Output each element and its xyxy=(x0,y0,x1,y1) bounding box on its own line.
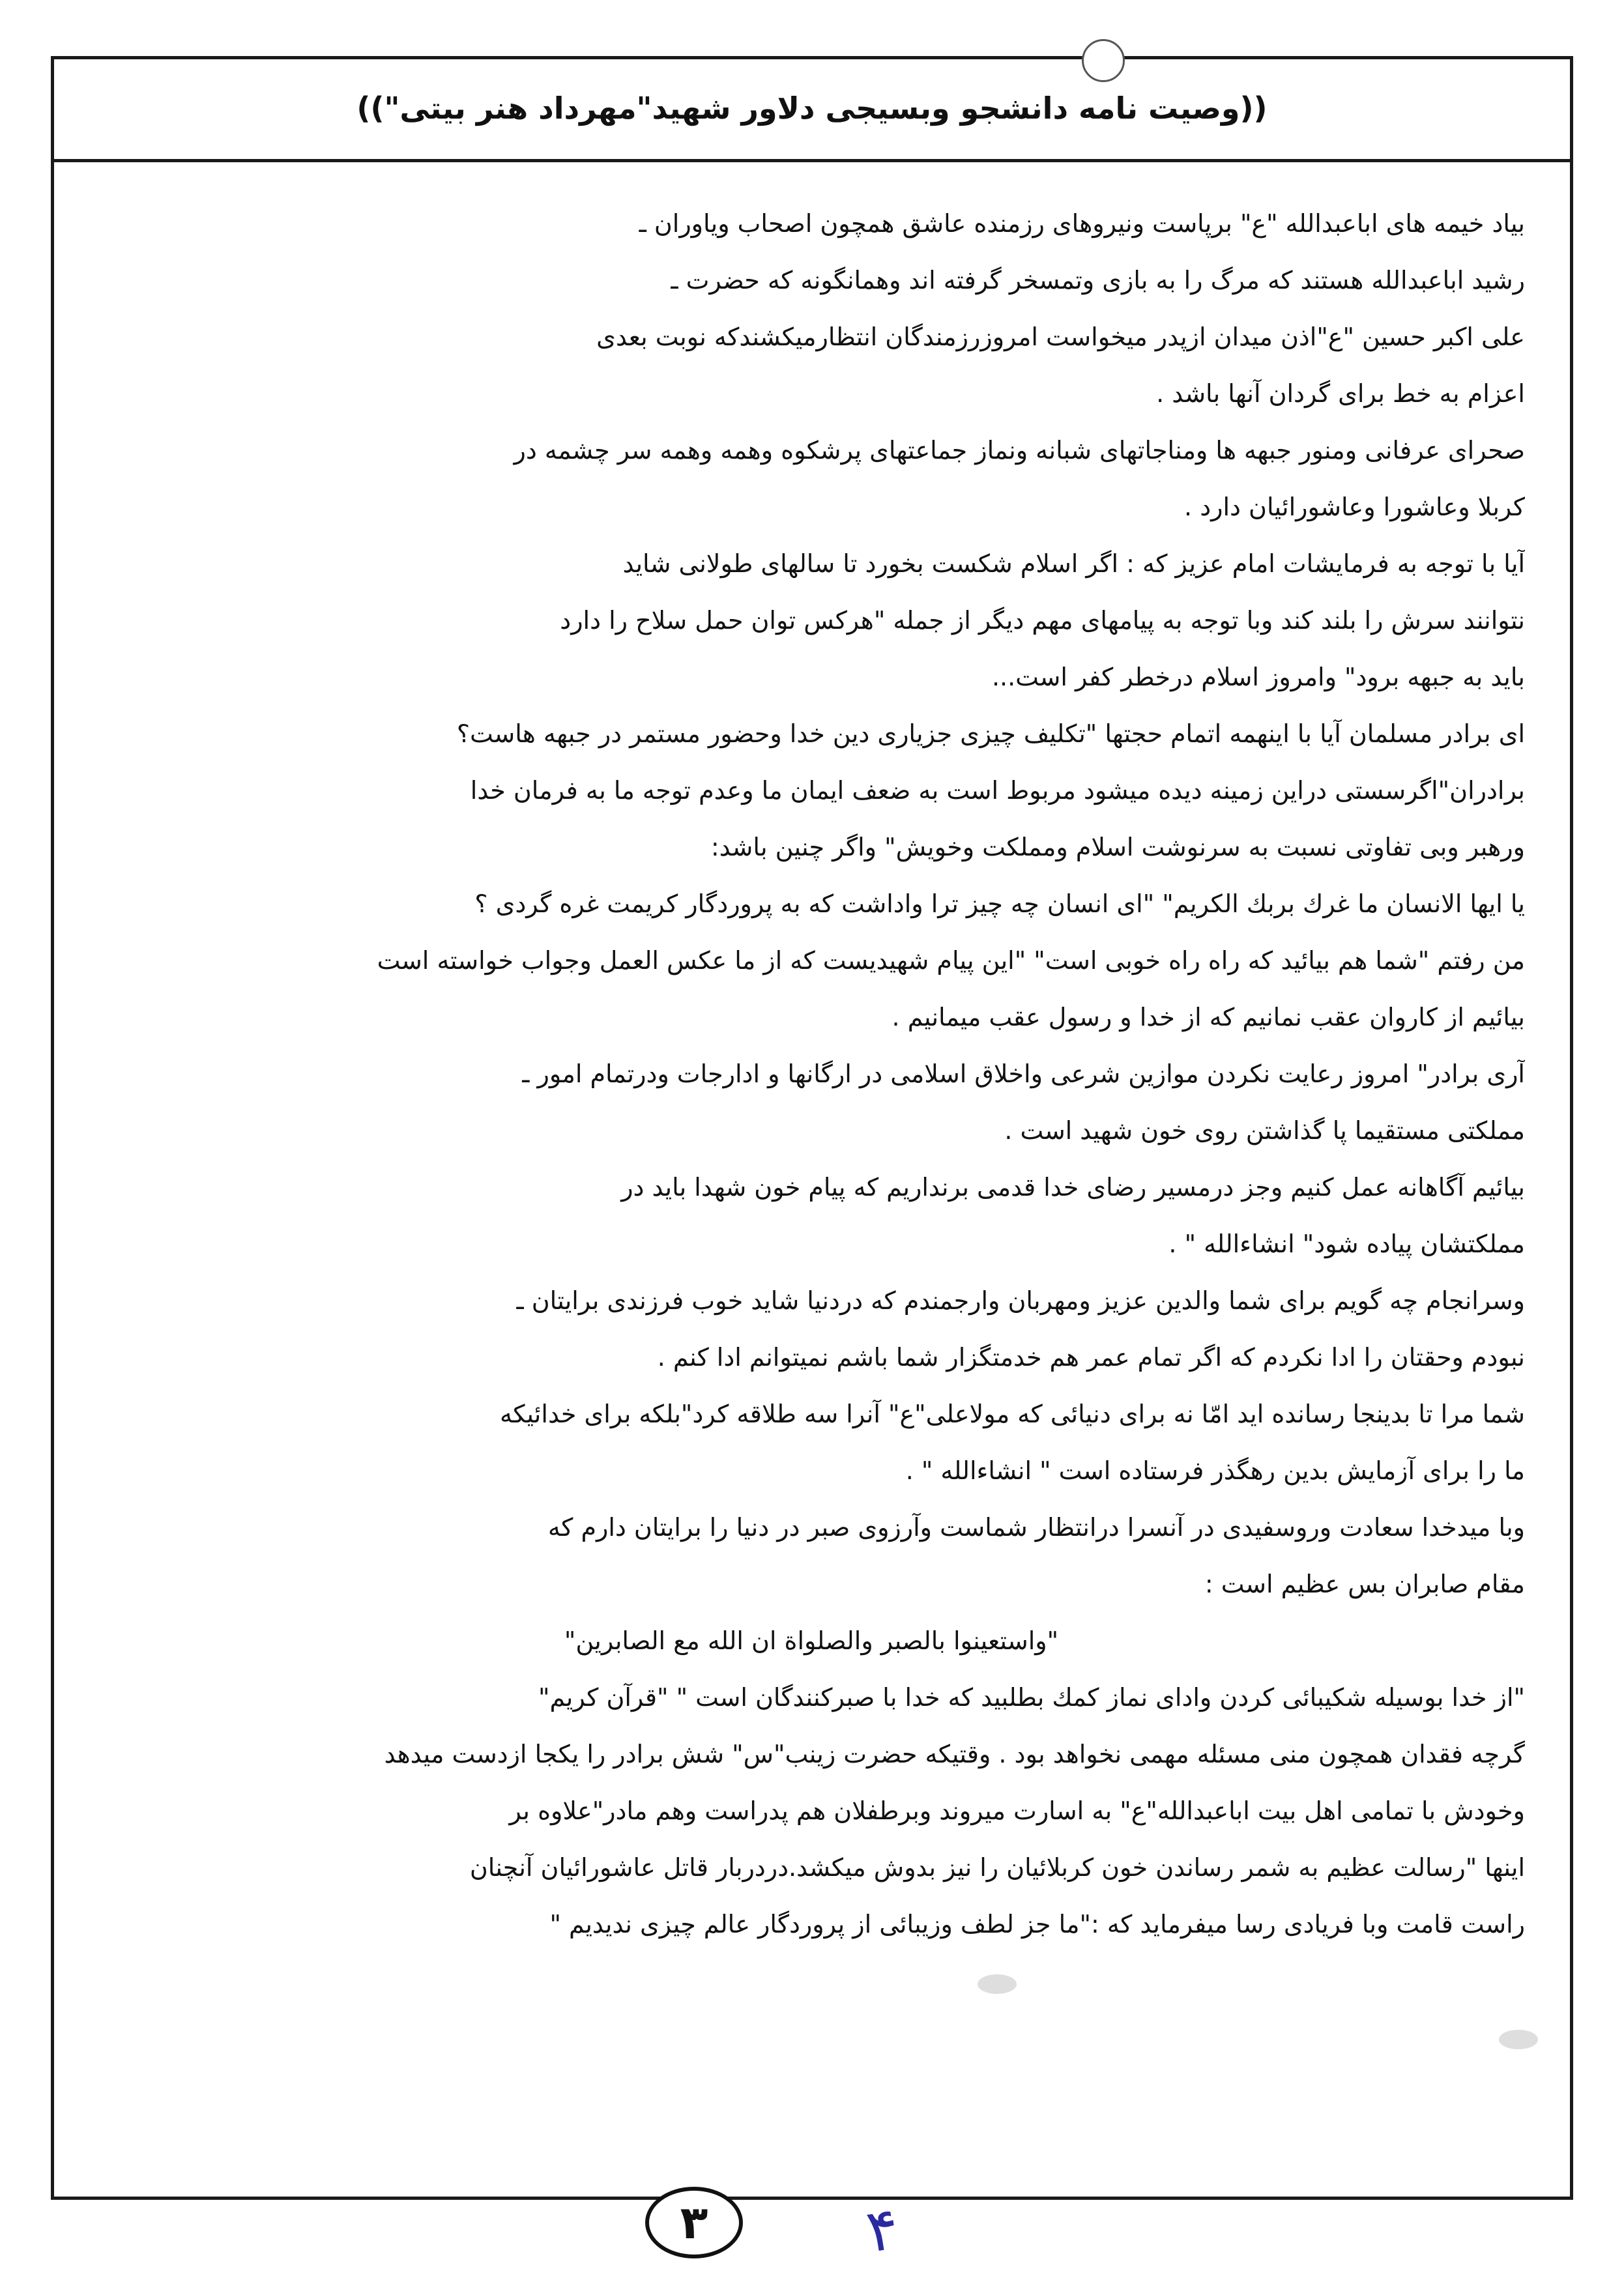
text-line: وبا میدخدا سعادت وروسفیدی در آنسرا درانتظار شماست وآرزوی صبر در دنیا را برایتان دارم که xyxy=(547,1513,1525,1542)
text-line: ما را برای آزمایش بدین رهگذر فرستاده است " انشاءالله " . xyxy=(905,1456,1525,1485)
text-line: آیا با توجه به فرمایشات امام عزیز که : اگر اسلام شکست بخورد تا سالهای طولانی شاید xyxy=(622,549,1525,578)
document-body xyxy=(98,195,1525,1953)
text-line: ورهبر وبی تفاوتی نسبت به سرنوشت اسلام ومملکت وخویش" واگر چنین باشد: xyxy=(710,833,1525,861)
text-line: مقام صابران بس عظیم است : xyxy=(1204,1570,1525,1598)
text-line: "از خدا بوسیله شکیبائی کردن وادای نماز کمك بطلبید که خدا با صبرکنندگان است " "قرآن کریم" xyxy=(538,1683,1525,1712)
text-line: راست قامت وبا فریادی رسا میفرماید که :"ما جز لطف وزیبائی از پروردگار عالم چیزی ندیدیم " xyxy=(549,1910,1525,1939)
text-line: گرچه فقدان همچون منی مسئله مهمی نخواهد بود . وقتیکه حضرت زینب"س" شش برادر را یکجا ازدست میدهد xyxy=(384,1740,1525,1768)
text-line: مملکتشان پیاده شود" انشاءالله " . xyxy=(1168,1230,1525,1258)
text-line: بیائیم آگاهانه عمل کنیم وجز درمسیر رضای خدا قدمی برنداریم که پیام خون شهدا باید در xyxy=(621,1173,1525,1202)
text-line: نبودم وحقتان را ادا نکردم که اگر تمام عمر هم خدمتگزار شما باشم نمیتوانم ادا کنم . xyxy=(657,1343,1525,1372)
text-line: بیائیم از کاروان عقب نمانیم که از خدا و رسول عقب میمانیم . xyxy=(892,1003,1525,1031)
text-line: صحرای عرفانی ومنور جبهه ها ومناجاتهای شبانه ونماز جماعتهای پرشکوه وهمه وهمه سر چشمه در xyxy=(514,436,1525,465)
text-line: یا ایها الانسان ما غرك بربك الكريم" "ای انسان چه چیز ترا واداشت که به پروردگار کریمت غره گردی ؟ xyxy=(474,889,1525,918)
paper-stain xyxy=(978,1974,1017,1994)
text-line: باید به جبهه برود" وامروز اسلام درخطر کفر است... xyxy=(991,663,1525,691)
handwritten-page-number: ۴ xyxy=(862,2194,903,2266)
text-line: اینها "رسالت عظیم به شمر رساندن خون کربلائیان را نیز بدوش میکشد.دردربار قاتل عاشورائیان آنچنان xyxy=(469,1853,1525,1882)
text-line: ای برادر مسلمان آیا با اینهمه اتمام حجتها "تکلیف چیزی جزیاری دین خدا وحضور مستمر در جبهه هاست؟ xyxy=(456,719,1525,748)
text-line: من رفتم "شما هم بیائید که راه راه خوبی است" "این پیام شهیدیست که از ما عکس العمل وجواب خواسته است xyxy=(377,946,1525,975)
page-title: ((وصیت نامه دانشجو وبسیجی دلاور شهید"مهرداد هنر بیتی")) xyxy=(356,91,1268,126)
text-line: مملکتی مستقیما پا گذاشتن روی خون شهید است . xyxy=(1004,1116,1525,1145)
text-line: علی اکبر حسین "ع"اذن میدان ازپدر میخواست امروزرزمندگان انتظارمیکشندکه نوبت بعدی xyxy=(596,323,1525,351)
text-line: بیاد خیمه های اباعبدالله "ع" برپاست ونیروهای رزمنده عاشق همچون اصحاب ویاوران ـ xyxy=(639,209,1525,238)
text-line: وخودش با تمامی اهل بیت اباعبدالله"ع" به اسارت میروند وبرطفلان هم پدراست وهم مادر"علاوه بر xyxy=(509,1796,1525,1825)
quran-verse: "واستعینوا بالصبر والصلواة ان الله مع الصابرین" xyxy=(564,1626,1059,1655)
text-line: آری برادر" امروز رعایت نکردن موازین شرعی واخلاق اسلامی در ارگانها و ادارجات ودرتمام امور ـ xyxy=(522,1060,1525,1088)
text-line: رشید اباعبدالله هستند که مرگ را به بازی وتمسخر گرفته اند وهمانگونه که حضرت ـ xyxy=(671,266,1525,295)
text-line: وسرانجام چه گویم برای شما والدین عزیز ومهربان وارجمندم که دردنیا شاید خوب فرزندی برایتان ـ xyxy=(516,1286,1525,1315)
text-line: کربلا وعاشورا وعاشورائیان دارد . xyxy=(1184,493,1525,521)
text-line: برادران"اگرسستی دراین زمینه دیده میشود مربوط است به ضعف ایمان ما وعدم توجه ما به فرمان خدا xyxy=(470,776,1525,805)
text-line: شما مرا تا بدینجا رسانده اید امّا نه برای دنیائی که مولاعلی"ع" آنرا سه طلاقه کرد"بلکه برای خدائیکه xyxy=(499,1400,1525,1428)
paper-stain xyxy=(1499,2030,1538,2049)
header xyxy=(51,56,1573,160)
page-number: ۳ xyxy=(645,2187,743,2258)
text-line: اعزام به خط برای گردان آنها باشد . xyxy=(1156,379,1525,408)
header-divider xyxy=(51,159,1573,162)
text-line: نتوانند سرش را بلند کند وبا توجه به پیامهای مهم دیگر از جمله "هرکس توان حمل سلاح را دارد xyxy=(560,606,1525,635)
